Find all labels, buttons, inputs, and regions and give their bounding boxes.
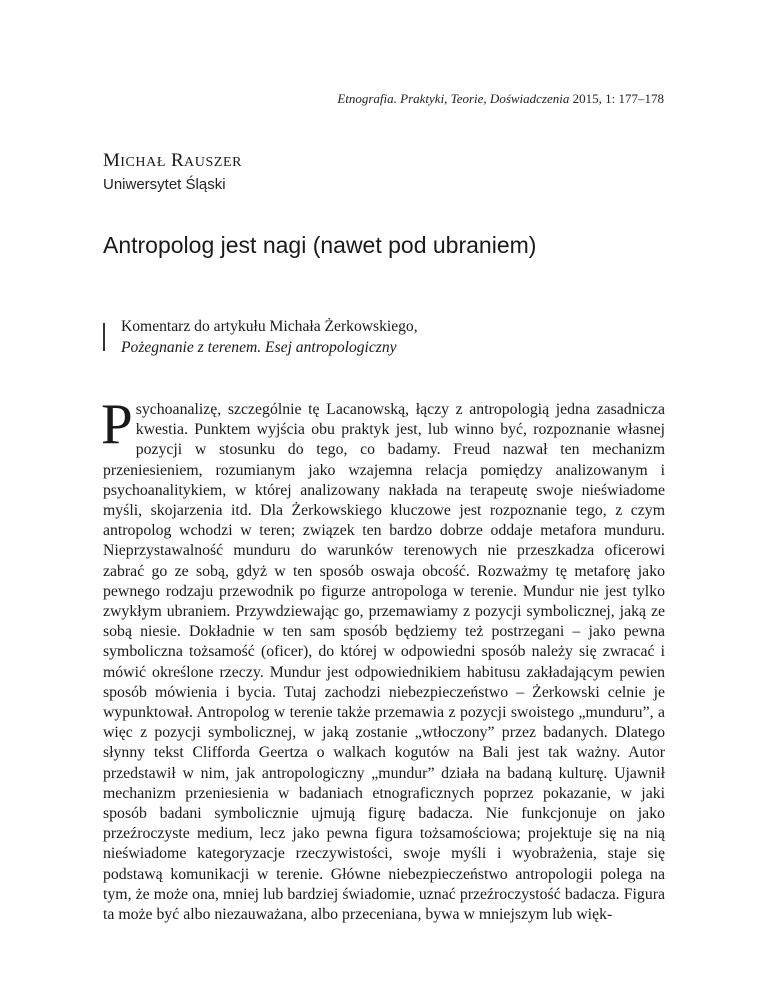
drop-cap: P — [101, 393, 133, 456]
author-first-initial: M — [103, 150, 121, 171]
author-last-initial: R — [171, 150, 185, 171]
article-body — [101, 393, 665, 925]
journal-reference — [337, 91, 664, 107]
comment-divider — [103, 323, 105, 351]
author-first-rest: ICHAŁ — [120, 155, 166, 170]
comment-line-2: Pożegnanie z terenem. Esej antropologiczny — [121, 339, 397, 356]
body-paragraph-text: sychoanalizę, szczególnie tę Lacanowską, łączy z antropologią jedna zasadnicza kwestia. Punktem wyjścia obu praktyk jest, lub winno być, rozpoznanie własnej pozycji w stosunku do tego, co badamy. Freud nazwał ten mechanizm przeniesieniem, rozumianym jako wzajemna relacja pomiędzy analizowanym i psychoanalitykiem, w której analizowany nakłada na terapeutę swoje nieświadome myśli, skojarzenia itd. Dla Żerkowskiego kluczowe jest rozpoznanie tego, z czym antropolog wchodzi w teren; związek ten bardzo dobrze oddaje metafora munduru. Nieprzystawalność munduru do warunków terenowych nie przeszkadza oficerowi zabrać go ze sobą, gdyż w ten sposób oswaja obcość. Rozważmy tę metaforę jako pewnego rodzaju przewodnik po figurze antropologa w terenie. Mundur nie jest tylko zwykłym ubraniem. Przywdziewając go, przemawiamy z pozycji symbolicznej, jaką ze sobą niesie. Dokładnie w ten sam sposób będziemy też postrzegani – jako pewna symboliczna tożsamość (oficer), do której w odpowiedni sposób należy się zwracać i mówić określone rzeczy. Mundur jest odpowiednikiem habitusu zakładającym pewien sposób mówienia i bycia. Tutaj zachodzi niebezpieczeństwo – Żerkowski celnie je wypunktował. Antropolog w terenie także przemawia z pozycji swoistego „munduru”, a więc z pozycji symbolicznej, w jaką zostanie „wtłoczony” przez badanych. Dlatego słynny tekst Clifforda Geertza o walkach kogutów na Bali jest tak ważny. Autor przedstawił w nim, jak antropologiczny „mundur” działa na badaną kulturę. Ujawnił mechanizm przeniesienia w badaniach etnograficznych poprzez pokazanie, w jaki sposób badani symbolicznie ujmują figurę badacza. Nie funkcjonuje on jako przeźroczyste medium, lecz jako pewna figura tożsamościowa; projektuje się na nią nieświadome kategoryzacje rzeczywistości, swoje myśli i wyobrażenia, staje się podstawą komunikacji w terenie. Główne niebezpieczeństwo antropologii polega na tym, że może ona, mniej lub bardziej świadomie, uznać przeźroczystość badacza. Figura ta może być albo niezauważana, albo przeceniana, bywa w mniejszym lub więk- — [103, 401, 665, 924]
journal-title: Etnografia. Praktyki, Teorie, Doświadczenia — [337, 91, 570, 106]
body-paragraph — [101, 393, 665, 925]
author-affiliation: Uniwersytet Śląski — [103, 176, 226, 193]
comment-line-1: Komentarz do artykułu Michała Żerkowskiego, — [121, 318, 418, 335]
journal-issue: 2015, 1: 177–178 — [569, 91, 664, 106]
comment-note — [121, 316, 418, 358]
article-title: Antropolog jest nagi (nawet pod ubraniem) — [103, 232, 537, 258]
author-last-rest: AUSZER — [184, 155, 243, 170]
author-name — [103, 150, 242, 172]
